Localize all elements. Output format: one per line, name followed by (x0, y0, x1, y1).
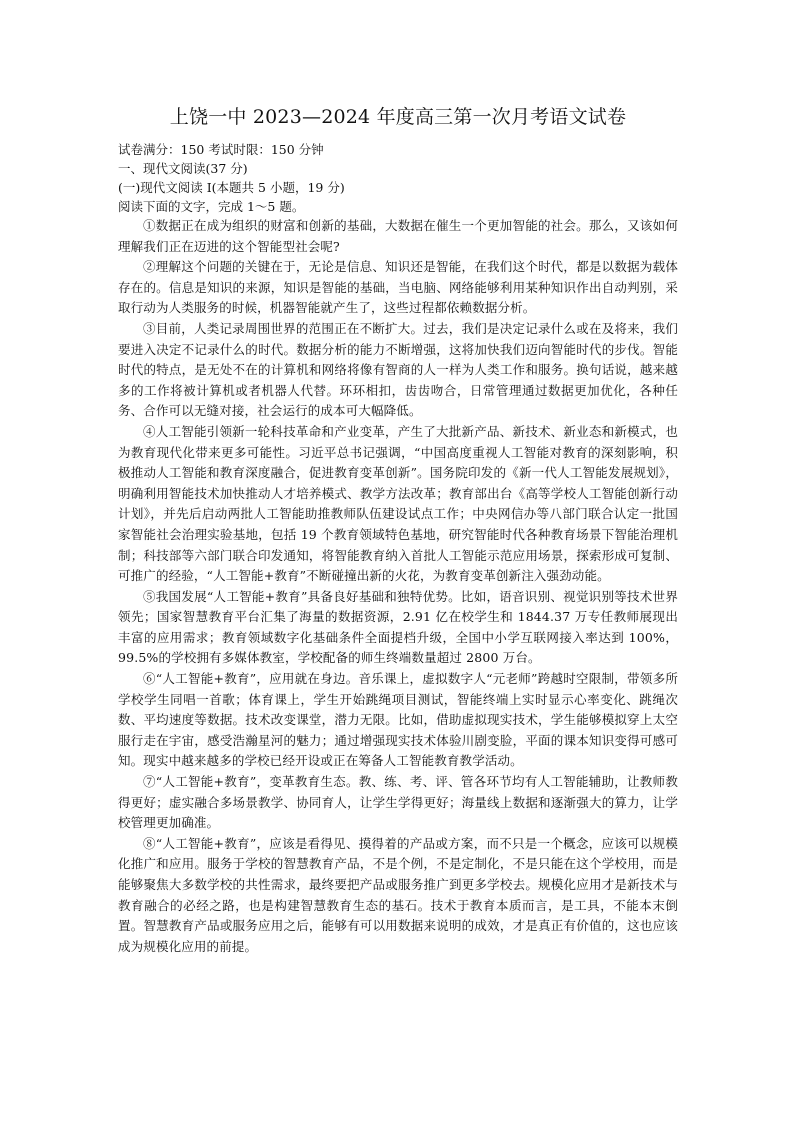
paragraph-1: ①数据正在成为组织的财富和创新的基础，大数据在催生一个更加智能的社会。那么，又该如何理解我们正在迈进的这个智能型社会呢? (118, 218, 678, 254)
exam-page (118, 104, 678, 957)
paragraph-8: ⑧“人工智能+教育”，应该是看得见、摸得着的产品或方案，而不只是一个概念，应该可以规模化推广和应用。服务于学校的智慧教育产品，不是个例，不是定制化，不是只能在这个学校用，而是能够聚焦大多数学校的共性需求，最终要把产品或服务推广到更多学校去。规模化应用才是新技术与教育融合的必经之路，也是构建智慧教育生态的基石。技术于教育本质而言，是工具，不能本末倒置。智慧教育产品或服务应用之后，能够有可以用数据来说明的成效，才是真正有价值的，这也应该成为规模化应用的前提。 (118, 835, 678, 954)
paragraph-2: ②理解这个问题的关键在于，无论是信息、知识还是智能，在我们这个时代，都是以数据为载体存在的。信息是知识的来源，知识是智能的基础，当电脑、网络能够利用某种知识作出自动判别，采取行动为人类服务的时候，机器智能就产生了，这些过程都依赖数据分析。 (118, 259, 678, 316)
section-heading: 一、现代文阅读(37 分) (118, 161, 248, 176)
score-time-line: 试卷满分：150 考试时限：150 分钟 (118, 142, 324, 157)
paragraph-5: ⑤我国发展“人工智能+教育”具备良好基础和独特优势。比如，语音识别、视觉识别等技术世界领先；国家智慧教育平台汇集了海量的数据资源，2.91 亿在校学生和 1844.37 万专任教师展现出丰富的应用需求；教育领域数字化基础条件全面提档升级，全国中小学互联网接入率达到 100%，99.5%的学校拥有多媒体教室，学校配备的师生终端数量超过 2800 万台。 (118, 588, 678, 666)
paragraph-7: ⑦“人工智能+教育”，变革教育生态。教、练、考、评、管各环节均有人工智能辅助，让教师教得更好；虚实融合多场景教学、协同育人，让学生学得更好；海量线上数据和逐渐强大的算力，让学校管理更加确准。 (118, 774, 678, 831)
reading-instruction: 阅读下面的文字，完成 1～5 题。 (118, 199, 305, 214)
paragraph-3: ③目前，人类记录周围世界的范围正在不断扩大。过去，我们是决定记录什么或在及将来，我们要进入决定不记录什么的时代。数据分析的能力不断增强，这将加快我们迈向智能时代的步伐。智能时代的特点，是无处不在的计算机和网络将像有智商的人一样为人类工作和服务。换句话说，越来越多的工作将被计算机或者机器人代替。环环相扣，齿齿吻合，日常管理通过数据更加优化，各种任务、合作可以无缝对接，社会运行的成本可大幅降低。 (118, 320, 678, 419)
subsection-heading: (一)现代文阅读 I(本题共 5 小题，19 分) (118, 180, 345, 195)
paragraph-4: ④人工智能引领新一轮科技革命和产业变革，产生了大批新产品、新技术、新业态和新模式，也为教育现代化带来更多可能性。习近平总书记强调，“中国高度重视人工智能对教育的深刻影响，积极推动人工智能和教育深度融合，促进教育变革创新”。国务院印发的《新一代人工智能发展规划》，明确利用智能技术加快推动人才培养模式、教学方法改革；教育部出台《高等学校人工智能创新行动计划》，并先后启动两批人工智能助推教师队伍建设试点工作；中央网信办等八部门联合认定一批国家智能社会治理实验基地，包括 19 个教育领域特色基地，研究智能时代各种教育场景下智能治理机制；科技部等六部门联合印发通知，将智能教育纳入首批人工智能示范应用场景，探索形成可复制、可推广的经验，“人工智能+教育”不断碰撞出新的火花，为教育变革创新注入强劲动能。 (118, 423, 678, 584)
exam-title: 上饶一中 2023—2024 年度高三第一次月考语文试卷 (169, 106, 627, 128)
paragraph-6: ⑥“人工智能+教育”，应用就在身边。音乐课上，虚拟数字人“元老师”跨越时空限制，带领多所学校学生同唱一首歌；体育课上，学生开始跳绳项目测试，智能终端上实时显示心率变化、跳绳次数、平均速度等数据。技术改变课堂，潜力无限。比如，借助虚拟现实技术，学生能够模拟穿上太空服行走在宇宙，感受浩瀚星河的魅力；通过增强现实技术体验川剧变脸，平面的课本知识变得可感可知。现实中越来越多的学校已经开设或正在筹备人工智能教育教学活动。 (118, 671, 678, 769)
